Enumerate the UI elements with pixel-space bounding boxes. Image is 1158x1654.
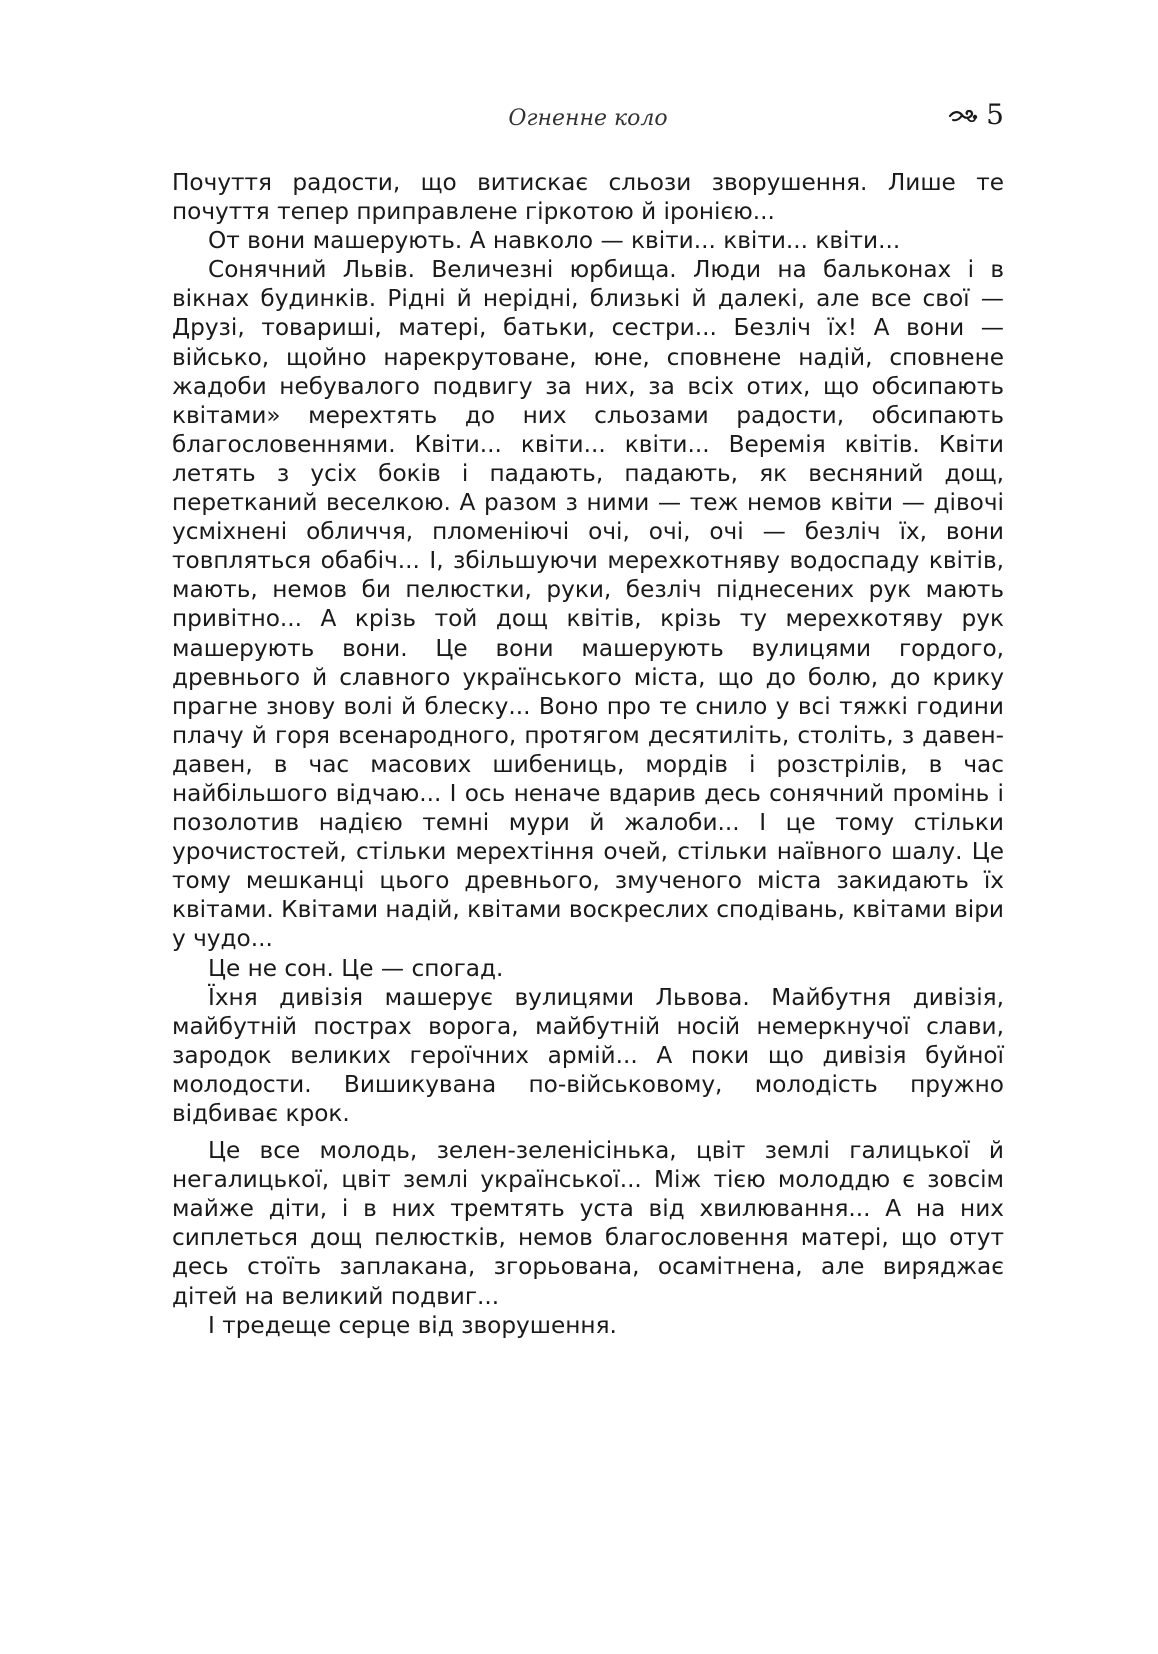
paragraph-5: Їхня дивізія машерує вулицями Львова. Майбутня дивізія, майбутній пострах ворога, майбутній носій немеркнучої слави, зародок великих героїчних армій... А поки що дивізія буйної молодости. Вишикувана по-військовому, молодість пружно відбиває крок.	[172, 983, 1004, 1127]
paragraph-4: Це не сон. Це — спогад.	[208, 954, 504, 982]
paragraph-3: Сонячний Львів. Величезні юрбища. Люди на бальконах і в вікнах будинків. Рідні й нерідні, близькі й далекі, але все свої — Друзі, товариші, матері, батьки, сестри... Безліч їх! А вони — військо, щойно нарекрутоване, юне, сповнене надій, сповнене жадоби небувалого подвигу за них, за всіх отих, що обсипають квітами» мерехтять до них сльозами радости, обсипають благословеннями. Квіти... квіти... квіти... Веремія квітів. Квіти летять з усіх боків і падають, падають, як весняний дощ, перетканий веселкою. А разом з ними — теж немов квіти — дівочі усміхнені обличчя, пломеніючі очі, очі, очі — безліч їх, вони товпляться обабіч... І, збільшуючи мерехкотняву водоспаду квітів, мають, немов би пелюстки, руки, безліч піднесених рук мають привітно... А крізь той дощ квітів, крізь ту мерехкотяву рук машерують вони. Це вони машерують вулицями гордого, древнього й славного українського міста, що до болю, до крику прагне знову волі й блеску... Воно про те снило у всі тяжкі години плачу й горя всенародного, протягом десятиліть, століть, з давен-давен, в час масових шибениць, мордів і розстрілів, в час найбільшого відчаю... І ось неначе вдарив десь сонячний промінь і позолотив надією темні мури й жалоби... І це тому стільки урочистостей, стільки мерехтіння очей, стільки наївного шалу. Це тому мешканці цього древнього, змученого міста закидають їх квітами. Квітами надій, квітами воскреслих сподівань, квітами віри у чудо...	[172, 256, 1004, 953]
fleuron-ornament-icon	[948, 105, 978, 125]
running-title: Огненне коло	[508, 106, 668, 131]
page-number-group	[948, 98, 1004, 131]
page-number: 5	[986, 98, 1004, 131]
paragraph-1: Почуття радости, що витискає сльози зворушення. Лише те почуття тепер приправлене гіркотою й іронією...	[172, 169, 1004, 226]
paragraph-7: І тредеще серце від зворушення.	[208, 1311, 617, 1339]
body-text	[172, 168, 1004, 1340]
running-header	[172, 98, 1004, 142]
paragraph-6: Це все молодь, зелен-зеленісінька, цвіт землі галицької й негалицької, цвіт землі української... Між тією молоддю є зовсім майже діти, і в них тремтять уста від хвилювання... А на них сиплеться дощ пелюстків, немов благословення матері, що отут десь стоїть заплакана, згорьована, осамітнена, але виряджає дітей на великий подвиг...	[172, 1137, 1004, 1310]
paragraph-2: От вони машерують. А навколо — квіти... квіти... квіти...	[208, 227, 901, 255]
